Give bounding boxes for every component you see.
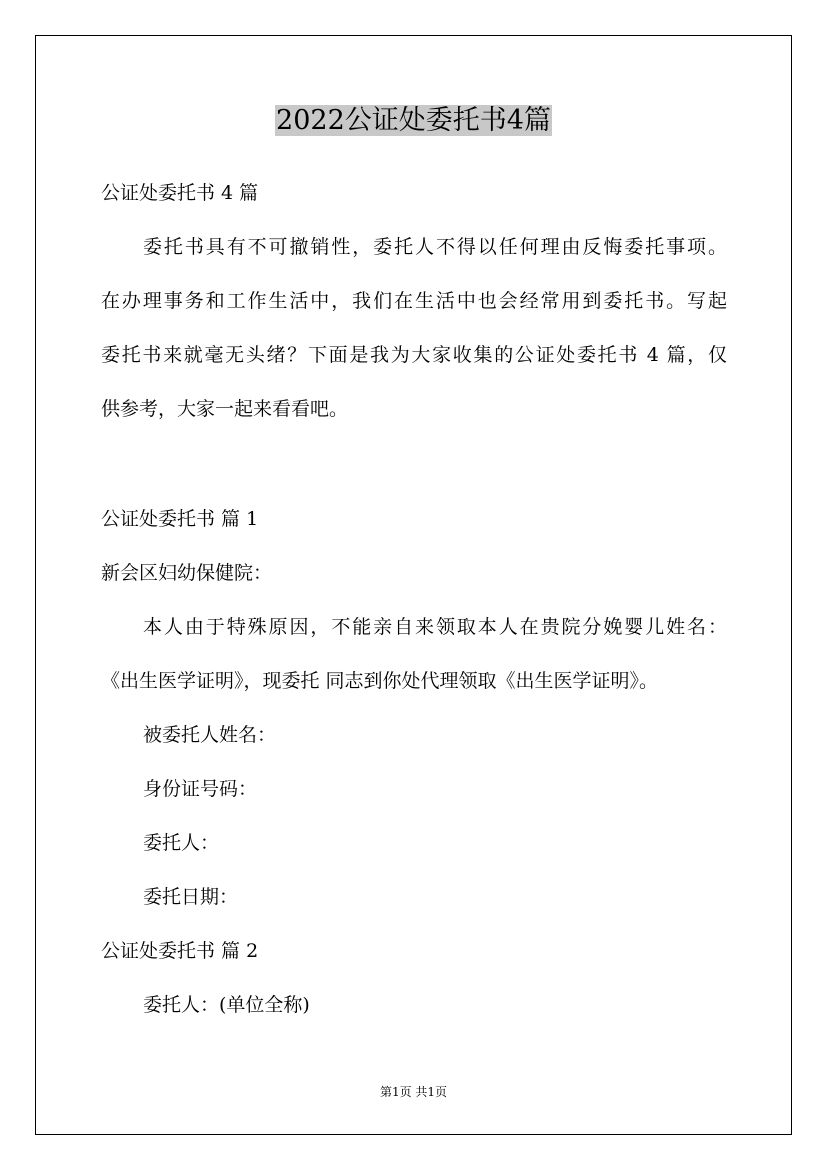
intro-line-4: 供参考，大家一起来看看吧。 bbox=[101, 398, 349, 420]
field-client: 委托人： bbox=[143, 832, 220, 854]
page-indicator: 第1页 共1页 bbox=[379, 1085, 448, 1099]
section-1-heading: 公证处委托书 篇 1 bbox=[101, 508, 259, 530]
intro-line-3: 委托书来就毫无头绪？下面是我为大家收集的公证处委托书 4 篇，仅 bbox=[101, 344, 727, 366]
section-1-body-line-1: 本人由于特殊原因，不能亲自来领取本人在贵院分娩婴儿姓名： bbox=[143, 616, 727, 638]
section-2-heading: 公证处委托书 篇 2 bbox=[101, 940, 259, 962]
document-title-text: 2022公证处委托书4篇 bbox=[276, 105, 551, 136]
intro-line-1: 委托书具有不可撤销性，委托人不得以任何理由反悔委托事项。 bbox=[143, 236, 727, 258]
field-trustee-name: 被委托人姓名： bbox=[143, 724, 277, 746]
document-subtitle: 公证处委托书 4 篇 bbox=[101, 182, 259, 204]
section-1-body-line-2: 《出生医学证明》，现委托 同志到你处代理领取《出生医学证明》。 bbox=[101, 670, 659, 692]
document-title bbox=[0, 101, 827, 141]
section-1-recipient: 新会区妇幼保健院： bbox=[101, 562, 273, 584]
field-id-number: 身份证号码： bbox=[143, 778, 258, 800]
intro-line-2: 在办理事务和工作生活中，我们在生活中也会经常用到委托书。写起 bbox=[101, 290, 727, 312]
section-2-line-1: 委托人：(单位全称) bbox=[143, 994, 310, 1016]
field-date: 委托日期： bbox=[143, 886, 239, 908]
